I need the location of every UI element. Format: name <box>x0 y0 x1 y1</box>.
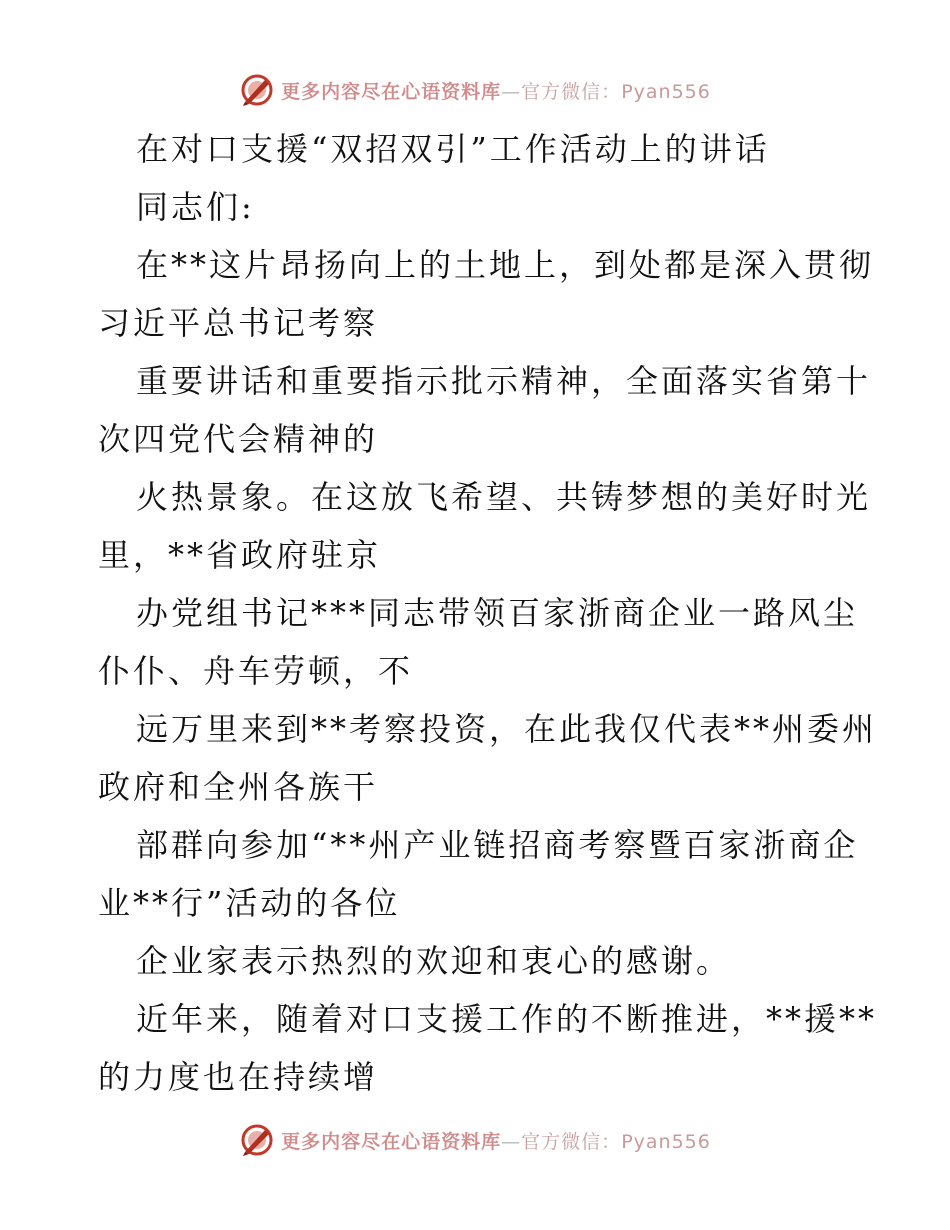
watermark-footer <box>0 1120 950 1160</box>
watermark-separator: — <box>501 80 522 103</box>
text-line: 远万里来到**考察投资，在此我仅代表**州委州 <box>136 710 878 748</box>
watermark-handle: Pyan556 <box>621 80 711 103</box>
pen-logo-icon <box>239 1122 275 1158</box>
watermark-rest: 官方微信： <box>521 80 622 103</box>
text-line: 近年来，随着对口支援工作的不断推进，**援** <box>136 1000 878 1038</box>
text-line: 办党组书记***同志带领百家浙商企业一路风尘 <box>136 594 859 632</box>
text-line: 次四党代会精神的 <box>98 420 379 458</box>
document-title: 在对口支援“双招双引”工作活动上的讲话 <box>136 130 770 168</box>
watermark-header <box>0 70 950 110</box>
watermark-rest: 官方微信： <box>521 1130 622 1153</box>
text-line: 里，**省政府驻京 <box>98 536 382 574</box>
watermark-text <box>281 77 711 104</box>
text-line: 政府和全州各族干 <box>98 768 379 806</box>
watermark-text <box>281 1127 711 1154</box>
text-line: 仆仆、舟车劳顿，不 <box>98 652 414 690</box>
text-line: 重要讲话和重要指示批示精神，全面落实省第十 <box>136 362 872 400</box>
pen-logo-icon <box>239 72 275 108</box>
text-line: 习近平总书记考察 <box>98 304 379 342</box>
text-line: 部群向参加“**州产业链招商考察暨百家浙商企 <box>136 826 859 864</box>
text-line: 企业家表示热烈的欢迎和衷心的感谢。 <box>136 942 732 980</box>
salutation: 同志们: <box>136 188 255 226</box>
watermark-handle: Pyan556 <box>621 1130 711 1153</box>
watermark-lead: 更多内容尽在心语资料库 <box>281 80 502 103</box>
text-line: 业**行”活动的各位 <box>98 884 401 922</box>
text-line: 在**这片昂扬向上的土地上，到处都是深入贯彻 <box>136 246 875 284</box>
watermark-separator: — <box>501 1130 522 1153</box>
watermark-lead: 更多内容尽在心语资料库 <box>281 1130 502 1153</box>
text-line: 的力度也在持续增 <box>98 1058 379 1096</box>
document-body <box>98 120 878 1106</box>
text-line: 火热景象。在这放飞希望、共铸梦想的美好时光 <box>136 478 872 516</box>
